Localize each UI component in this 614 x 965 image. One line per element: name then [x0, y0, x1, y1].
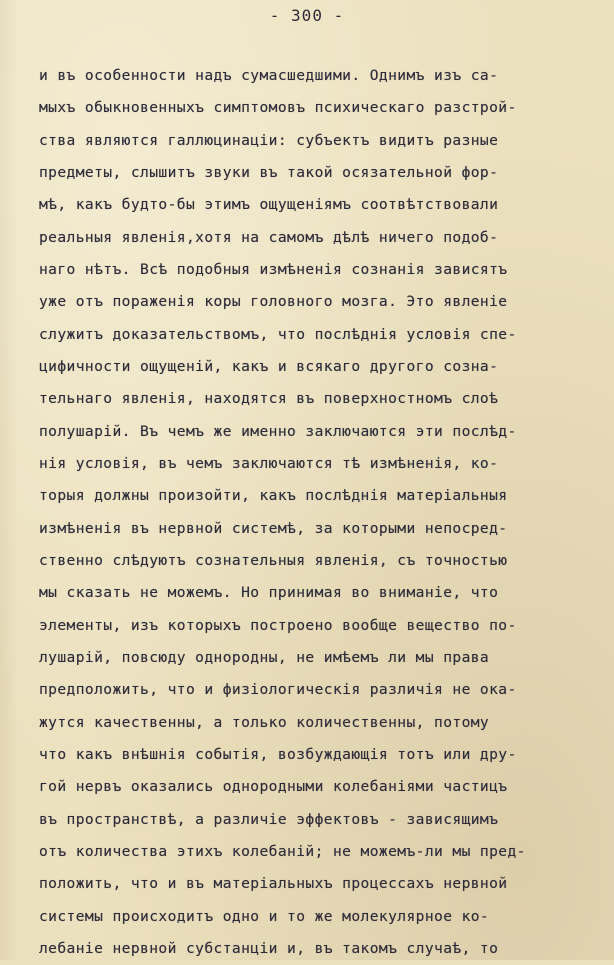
page-number: - 300 -	[269, 6, 345, 25]
text-line: гой нервъ оказались однородными колебаніями частицъ	[39, 778, 508, 796]
text-line: мыхъ обыкновенныхъ симптомовъ психическаго разстрой-	[39, 99, 517, 117]
text-line: уже отъ пораженія коры головного мозга. Это явленіе	[39, 293, 508, 311]
text-line: положить, что и въ матеріальныхъ процессахъ нервной	[39, 875, 508, 893]
text-line: тельнаго явленія, находятся въ поверхностномъ слоѣ	[39, 390, 499, 408]
text-line: служитъ доказательствомъ, что послѣднія условія спе-	[39, 325, 517, 343]
text-body	[39, 60, 607, 965]
text-line: системы происходитъ одно и то же молекулярное ко-	[39, 907, 490, 925]
text-line: отъ количества этихъ колебаній; не можемъ-ли мы пред-	[39, 842, 526, 860]
text-line: измѣненія въ нервной системѣ, за которыми непосред-	[39, 519, 508, 537]
text-line: ственно слѣдуютъ сознательныя явленія, съ точностью	[39, 551, 508, 569]
text-line: жутся качественны, а только количественны, потому	[39, 713, 490, 731]
text-line: нія условія, въ чемъ заключаются тѣ измѣненія, ко-	[39, 454, 499, 472]
text-line: лебаніе нервной субстанціи и, въ такомъ случаѣ, то	[39, 939, 499, 957]
text-line: торыя должны произойти, какъ послѣднія матеріальныя	[39, 487, 508, 505]
text-line: полушарій. Въ чемъ же именно заключаются эти послѣд-	[39, 422, 517, 440]
text-line: въ пространствѣ, а различіе эффектовъ - зависящимъ	[39, 810, 499, 828]
text-line: и въ особенности надъ сумасшедшими. Однимъ изъ са-	[39, 67, 499, 84]
text-line: наго нѣтъ. Всѣ подобныя измѣненія сознанія зависятъ	[39, 260, 508, 278]
text-line: цифичности ощущеній, какъ и всякаго другого созна-	[39, 357, 499, 375]
text-line: предположить, что и физіологическія различія не ока-	[39, 681, 517, 699]
text-line: ства являются галлюцинаціи: субъектъ видитъ разные	[39, 131, 499, 149]
text-line: что какъ внѣшнія событія, возбуждающія тотъ или дру-	[39, 745, 517, 763]
text-line: мы сказать не можемъ. Но принимая во вниманіе, что	[39, 584, 499, 602]
text-line: реальныя явленія,хотя на самомъ дѣлѣ ничего подоб-	[39, 228, 499, 246]
text-line: лушарій, повсюду однородны, не имѣемъ ли мы права	[39, 648, 490, 666]
text-line: мѣ, какъ будто-бы этимъ ощущеніямъ соотвѣтствовали	[39, 196, 499, 214]
text-line: предметы, слышитъ звуки въ такой осязательной фор-	[39, 163, 499, 181]
text-line: элементы, изъ которыхъ построено вообще вещество по-	[39, 616, 517, 634]
